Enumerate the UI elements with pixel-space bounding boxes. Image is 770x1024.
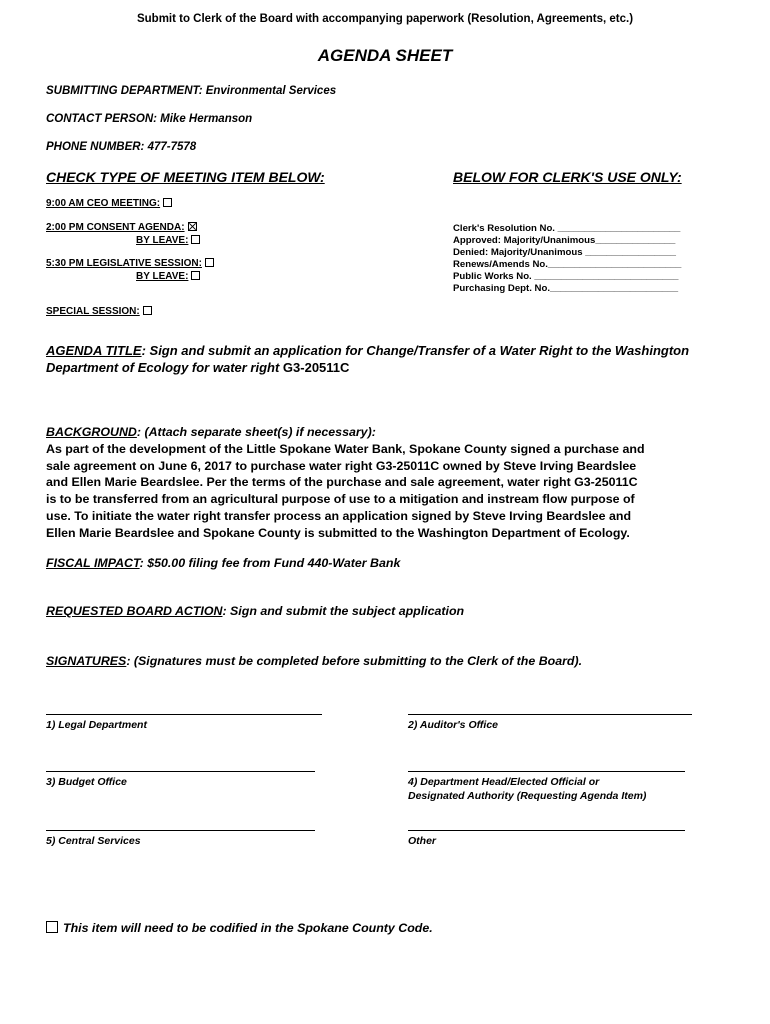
legislative-session-label: 5:30 PM LEGISLATIVE SESSION: <box>46 258 202 269</box>
background-line: and Ellen Marie Beardslee. Per the terms of the purchase and sale agreement, water right G3-25011C <box>46 475 638 490</box>
codified-label: This item will need to be codified in the Spokane County Code. <box>63 921 433 935</box>
legislative-by-leave-checkbox[interactable] <box>191 271 200 280</box>
legislative-session-checkbox[interactable] <box>205 258 214 267</box>
signatures-label: SIGNATURES <box>46 654 127 668</box>
agenda-title-line2: Department of Ecology for water right <box>46 360 283 375</box>
background-heading <box>46 424 746 441</box>
signature-label-department-head-line2: Designated Authority (Requesting Agenda Item) <box>408 790 647 802</box>
header-note: Submit to Clerk of the Board with accompanying paperwork (Resolution, Agreements, etc.) <box>136 13 634 25</box>
background-label: BACKGROUND <box>46 425 137 439</box>
clerk-approved-field[interactable]: Approved: Majority/Unanimous_______________ <box>453 235 676 246</box>
background-note: : (Attach separate sheet(s) if necessary): <box>136 425 376 439</box>
contact-person: CONTACT PERSON: Mike Hermanson <box>46 113 253 125</box>
clerk-denied-field[interactable]: Denied: Majority/Unanimous _________________ <box>453 247 676 258</box>
check-type-heading: CHECK TYPE OF MEETING ITEM BELOW: <box>46 169 325 185</box>
codified-row <box>46 921 433 935</box>
special-session-checkbox[interactable] <box>143 306 152 315</box>
submitting-department: SUBMITTING DEPARTMENT: Environmental Services <box>46 85 337 97</box>
background-line: As part of the development of the Little Spokane Water Bank, Spokane County signed a purchase and <box>46 441 645 456</box>
clerk-fields <box>453 223 681 295</box>
fiscal-impact-label: FISCAL IMPACT <box>46 556 140 570</box>
background-line: use. To initiate the water right transfer process an application signed by Steve Irving Beardslee and <box>46 508 632 523</box>
signature-label-department-head <box>408 775 646 803</box>
background-line: Ellen Marie Beardslee and Spokane County is submitted to the Washington Department of Ecology. <box>46 525 630 540</box>
signature-label-budget: 3) Budget Office <box>46 776 127 788</box>
signature-label-central-services: 5) Central Services <box>46 835 141 847</box>
signature-line-department-head[interactable] <box>408 771 685 772</box>
background-line: is to be transferred from an agricultural purpose of use to a mitigation and instream flow purpose of <box>46 492 635 507</box>
signature-line-auditor[interactable] <box>408 714 692 715</box>
ceo-meeting-label: 9:00 AM CEO MEETING: <box>46 198 161 209</box>
legislative-by-leave-row <box>136 271 200 282</box>
consent-agenda-row <box>46 222 197 233</box>
clerk-renews-field[interactable]: Renews/Amends No._________________________ <box>453 259 682 270</box>
fiscal-impact-text: : $50.00 filing fee from Fund 440-Water Bank <box>139 556 401 570</box>
legislative-session-row <box>46 258 214 269</box>
background-line: sale agreement on June 6, 2017 to purchase water right G3-25011C owned by Steve Irving Beardslee <box>46 458 637 473</box>
consent-by-leave-label: BY LEAVE: <box>136 235 189 246</box>
background-section <box>46 424 746 542</box>
consent-by-leave-row <box>136 235 200 246</box>
special-session-row <box>46 306 152 317</box>
signature-label-other: Other <box>408 835 437 847</box>
agenda-title-label: AGENDA TITLE <box>46 343 142 358</box>
signatures-heading <box>46 654 582 668</box>
requested-board-action <box>46 604 464 618</box>
clerk-use-heading: BELOW FOR CLERK'S USE ONLY: <box>453 169 682 185</box>
agenda-title <box>46 342 746 376</box>
clerk-resolution-field[interactable]: Clerk's Resolution No. _______________________ <box>453 223 681 234</box>
clerk-public-works-field[interactable]: Public Works No. ___________________________ <box>453 271 679 282</box>
requested-action-label: REQUESTED BOARD ACTION <box>46 604 223 618</box>
signature-label-legal: 1) Legal Department <box>46 719 147 731</box>
ceo-meeting-row <box>46 198 172 209</box>
page-title: AGENDA SHEET <box>317 46 453 65</box>
signature-label-auditor: 2) Auditor's Office <box>408 719 499 731</box>
signature-line-legal[interactable] <box>46 714 322 715</box>
clerk-purchasing-field[interactable]: Purchasing Dept. No.________________________ <box>453 283 679 294</box>
consent-by-leave-checkbox[interactable] <box>191 235 200 244</box>
phone-number: PHONE NUMBER: 477-7578 <box>46 141 197 153</box>
signature-label-department-head-line1: 4) Department Head/Elected Official or <box>408 776 600 788</box>
signature-line-budget[interactable] <box>46 771 315 772</box>
ceo-meeting-checkbox[interactable] <box>163 198 172 207</box>
consent-agenda-checkbox[interactable] <box>188 222 197 231</box>
requested-action-text: : Sign and submit the subject application <box>222 604 465 618</box>
signatures-text: : (Signatures must be completed before submitting to the Clerk of the Board). <box>126 654 583 668</box>
signature-line-central-services[interactable] <box>46 830 315 831</box>
consent-agenda-label: 2:00 PM CONSENT AGENDA: <box>46 222 185 233</box>
legislative-by-leave-label: BY LEAVE: <box>136 271 189 282</box>
signature-line-other[interactable] <box>408 830 685 831</box>
codified-checkbox[interactable] <box>46 921 58 933</box>
special-session-label: SPECIAL SESSION: <box>46 306 140 317</box>
agenda-title-code: G3-20511C <box>282 360 350 375</box>
fiscal-impact <box>46 556 400 570</box>
agenda-title-line1: : Sign and submit an application for Change/Transfer of a Water Right to the Washington <box>141 343 690 358</box>
